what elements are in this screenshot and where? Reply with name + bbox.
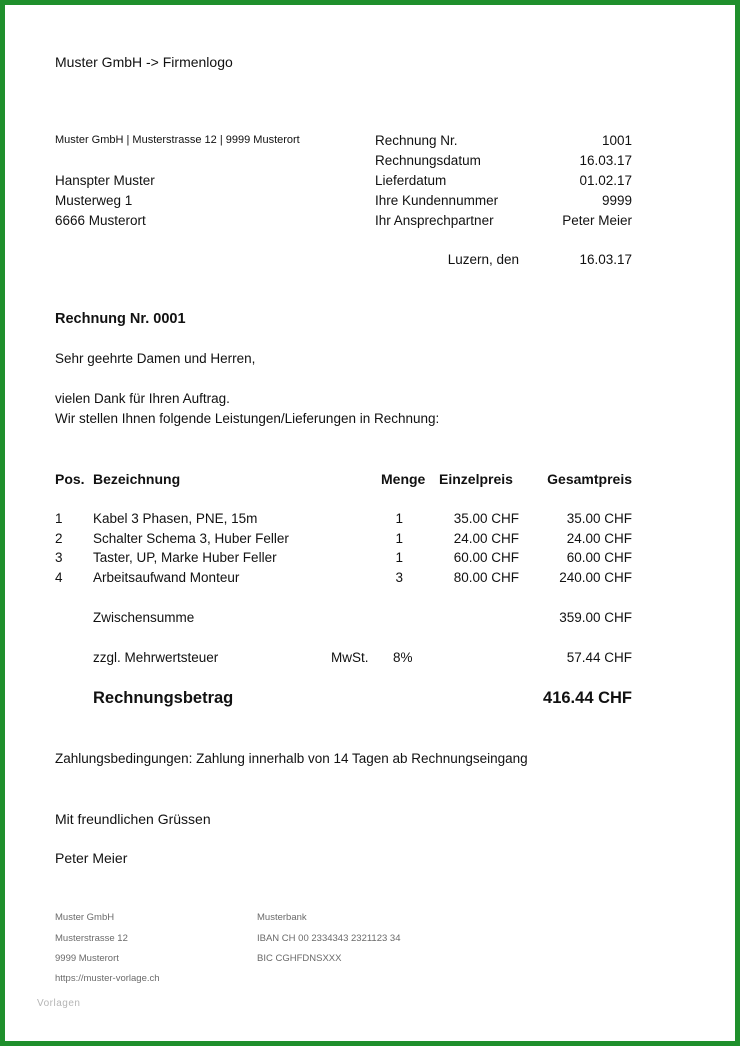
sender-line: Muster GmbH | Musterstrasse 12 | 9999 Musterort [55,134,300,146]
salutation: Sehr geehrte Damen und Herren, [55,351,256,366]
footer-company-street: Musterstrasse 12 [55,933,128,944]
meta-value-contact: Peter Meier [562,213,632,228]
closing-greeting: Mit freundlichen Grüssen [55,811,211,827]
meta-label-customer-no: Ihre Kundennummer [375,193,499,208]
meta-label-delivery-date: Lieferdatum [375,173,447,188]
header-pos: Pos. [55,471,85,487]
grand-total-label: Rechnungsbetrag [93,689,234,707]
header-total-price: Gesamtpreis [547,471,632,487]
row-quantity: 1 [395,531,403,546]
footer-company-name: Muster GmbH [55,912,115,923]
signer-name: Peter Meier [55,850,128,866]
footer-company-website: https://muster-vorlage.ch [55,973,160,984]
row-pos: 3 [55,550,63,565]
row-unit-price: 80.00 CHF [453,570,519,585]
row-description: Schalter Schema 3, Huber Feller [93,531,289,546]
vat-tag: MwSt. [331,650,369,665]
row-description: Taster, UP, Marke Huber Feller [93,550,277,565]
place-label: Luzern, den [447,252,519,267]
footer-bank-name: Musterbank [257,912,307,923]
row-description: Kabel 3 Phasen, PNE, 15m [93,511,258,526]
row-quantity: 1 [395,550,403,565]
meta-label-contact: Ihr Ansprechpartner [375,213,494,228]
meta-value-delivery-date: 01.02.17 [579,173,632,188]
meta-label-invoice-date: Rechnungsdatum [375,153,481,168]
row-description: Arbeitsaufwand Monteur [93,570,240,585]
row-pos: 4 [55,570,63,585]
meta-value-customer-no: 9999 [601,193,632,208]
vat-value: 57.44 CHF [566,650,632,665]
footer-company-city: 9999 Musterort [55,953,119,964]
row-quantity: 1 [395,511,403,526]
grand-total-value: 416.44 CHF [543,689,632,707]
row-pos: 2 [55,531,63,546]
meta-label-invoice-no: Rechnung Nr. [375,133,458,148]
subtotal-label: Zwischensumme [93,610,195,625]
watermark: Vorlagen [37,998,81,1009]
recipient-name: Hanspter Muster [55,173,155,188]
row-unit-price: 24.00 CHF [453,531,519,546]
invoice-title: Rechnung Nr. 0001 [55,311,186,327]
row-total: 60.00 CHF [566,550,632,565]
row-total: 35.00 CHF [566,511,632,526]
company-logo-placeholder: Muster GmbH -> Firmenlogo [55,54,233,70]
payment-terms: Zahlungsbedingungen: Zahlung innerhalb von 14 Tagen ab Rechnungseingang [55,751,528,766]
footer-bank-bic: BIC CGHFDNSXXX [257,953,342,964]
intro-line-2: Wir stellen Ihnen folgende Leistungen/Lieferungen in Rechnung: [55,411,440,426]
footer-bank-iban: IBAN CH 00 2334343 2321123 34 [257,933,401,944]
subtotal-value: 359.00 CHF [559,610,632,625]
row-total: 240.00 CHF [559,570,632,585]
row-quantity: 3 [395,570,403,585]
vat-label: zzgl. Mehrwertsteuer [93,650,219,665]
recipient-street: Musterweg 1 [55,193,133,208]
row-total: 24.00 CHF [566,531,632,546]
header-quantity: Menge [381,471,426,487]
intro-line-1: vielen Dank für Ihren Auftrag. [55,391,230,406]
recipient-city: 6666 Musterort [55,213,146,228]
header-description: Bezeichnung [93,471,181,487]
place-date-value: 16.03.17 [579,252,632,267]
header-unit-price: Einzelpreis [439,471,513,487]
row-unit-price: 35.00 CHF [453,511,519,526]
row-unit-price: 60.00 CHF [453,550,519,565]
meta-value-invoice-date: 16.03.17 [579,153,632,168]
vat-rate: 8% [393,650,413,665]
meta-value-invoice-no: 1001 [601,133,632,148]
row-pos: 1 [55,511,63,526]
